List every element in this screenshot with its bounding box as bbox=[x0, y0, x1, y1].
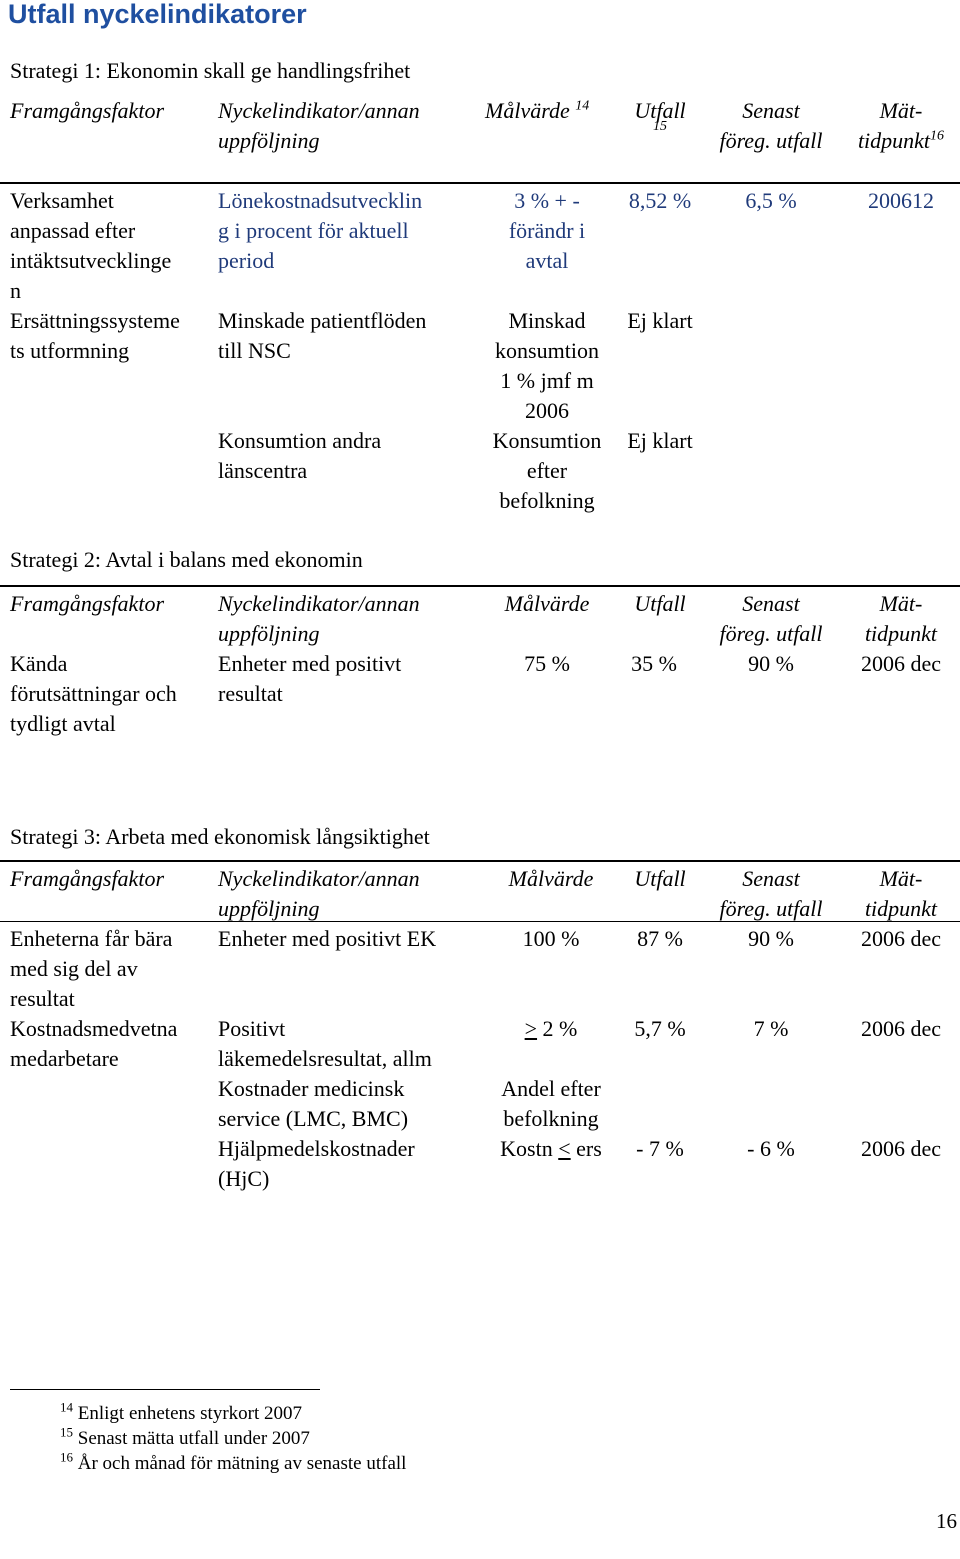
s3-measure-2: 2006 dec bbox=[860, 1016, 942, 1041]
s1-outcome-2: Ej klart bbox=[627, 308, 693, 333]
s2-outcome: 35 % bbox=[631, 651, 677, 676]
strategy1-heading: Strategi 1: Ekonomin skall ge handlingsfrihet bbox=[10, 58, 411, 83]
s3-indicator-4: Hjälpmedelskostnader (HjC) bbox=[218, 1136, 415, 1191]
s3-outcome-2: 5,7 % bbox=[634, 1016, 686, 1041]
s2-header-factor: Framgångsfaktor bbox=[10, 591, 164, 616]
footnote-16: $^{16}$ År och månad för mätning av senaste utfall bbox=[60, 1449, 407, 1474]
s2-top-rule bbox=[0, 585, 960, 587]
footnote-ref-15: 15 bbox=[653, 119, 667, 134]
s1-header-factor: Framgångsfaktor bbox=[10, 98, 164, 123]
s3-header-indicator: Nyckelindikator/annan uppföljning bbox=[218, 866, 420, 921]
s3-measure-1: 2006 dec bbox=[860, 926, 942, 951]
s1-header-rule bbox=[0, 182, 960, 184]
s3-factor-2: Kostnadsmedvetna medarbetare bbox=[10, 1016, 178, 1071]
s3-header-latest: Senast föreg. utfall bbox=[719, 866, 823, 921]
s2-header-latest: Senast föreg. utfall bbox=[719, 591, 823, 646]
s1-indicator-3: Konsumtion andra länscentra bbox=[218, 428, 382, 483]
s3-indicator-3: Kostnader medicinsk service (LMC, BMC) bbox=[218, 1076, 409, 1131]
s3-top-rule bbox=[0, 860, 960, 862]
s3-measure-4: 2006 dec bbox=[860, 1136, 942, 1161]
s3-outcome-1: 87 % bbox=[637, 926, 683, 951]
s2-target: 75 % bbox=[524, 651, 570, 676]
footnote-separator bbox=[10, 1389, 320, 1390]
s2-header-measure: Mät- tidpunkt bbox=[864, 591, 938, 646]
strategy2-heading: Strategi 2: Avtal i balans med ekonomin bbox=[10, 547, 363, 572]
s3-header-measure: Mät- tidpunkt bbox=[864, 866, 938, 921]
s1-outcome-3: Ej klart bbox=[627, 428, 693, 453]
s1-header-measure: Mät- tidpunkt$^{16}$ bbox=[857, 98, 945, 153]
s3-header-rule bbox=[0, 921, 960, 922]
footnote-15: $^{15}$ Senast mätta utfall under 2007 bbox=[60, 1424, 310, 1449]
footnote-14: $^{14}$ Enligt enhetens styrkort 2007 bbox=[60, 1399, 303, 1424]
s1-header-target: Målvärde $^{14}$ bbox=[485, 98, 590, 123]
s2-latest: 90 % bbox=[748, 651, 794, 676]
s3-target-3: Andel efter befolkning bbox=[501, 1076, 601, 1131]
s1-target-1: 3 % + - förändr i avtal bbox=[508, 188, 586, 273]
s2-header-indicator: Nyckelindikator/annan uppföljning bbox=[218, 591, 420, 646]
s3-header-factor: Framgångsfaktor bbox=[10, 866, 164, 891]
s1-outcome-1: 8,52 % bbox=[628, 188, 692, 213]
s3-header-target: Målvärde bbox=[508, 866, 594, 891]
s3-outcome-4: - 7 % bbox=[636, 1136, 684, 1161]
s3-target-1: 100 % bbox=[522, 926, 580, 951]
s3-target-4: Kostn < ers bbox=[500, 1136, 602, 1161]
s1-indicator-1: Lönekostnadsutvecklin g i procent för aktuell period bbox=[218, 188, 423, 273]
s3-latest-1: 90 % bbox=[748, 926, 794, 951]
page-number: 16 bbox=[936, 1509, 957, 1533]
s1-latest-1: 6,5 % bbox=[745, 188, 797, 213]
s3-latest-2: 7 % bbox=[753, 1016, 789, 1041]
s3-indicator-2: Positivt läkemedelsresultat, allm bbox=[218, 1016, 432, 1071]
footnote-ref-16: 16 bbox=[930, 128, 945, 144]
s2-header-target: Målvärde bbox=[504, 591, 590, 616]
s3-indicator-1: Enheter med positivt EK bbox=[218, 926, 437, 951]
s2-header-outcome: Utfall bbox=[634, 591, 686, 616]
s1-header-latest: Senast föreg. utfall bbox=[719, 98, 823, 153]
s1-header-indicator: Nyckelindikator/annan uppföljning bbox=[218, 98, 420, 153]
s1-header-outcome: Utfall $^{15}$ bbox=[634, 98, 686, 134]
s2-measure: 2006 dec bbox=[860, 651, 942, 676]
s3-factor-1: Enheterna får bära med sig del av resultat bbox=[10, 926, 173, 1011]
footnote-ref-14: 14 bbox=[575, 98, 590, 114]
s1-factor: Verksamhet anpassad efter intäktsutvecklinge n Ersättningssysteme ts utformning bbox=[10, 188, 180, 363]
s3-header-outcome: Utfall bbox=[634, 866, 686, 891]
s3-target-2: > 2 % bbox=[524, 1016, 578, 1041]
page-title: Utfall nyckelindikatorer bbox=[8, 0, 307, 29]
s3-latest-4: - 6 % bbox=[747, 1136, 795, 1161]
strategy3-heading: Strategi 3: Arbeta med ekonomisk långsiktighet bbox=[10, 824, 430, 849]
s1-target-3: Konsumtion efter befolkning bbox=[492, 428, 602, 513]
s1-indicator-2: Minskade patientflöden till NSC bbox=[218, 308, 427, 363]
s1-measure-1: 200612 bbox=[868, 188, 934, 213]
s2-factor: Kända förutsättningar och tydligt avtal bbox=[10, 651, 177, 736]
s2-indicator: Enheter med positivt resultat bbox=[218, 651, 402, 706]
s1-target-2: Minskad konsumtion 1 % jmf m 2006 bbox=[495, 308, 599, 423]
